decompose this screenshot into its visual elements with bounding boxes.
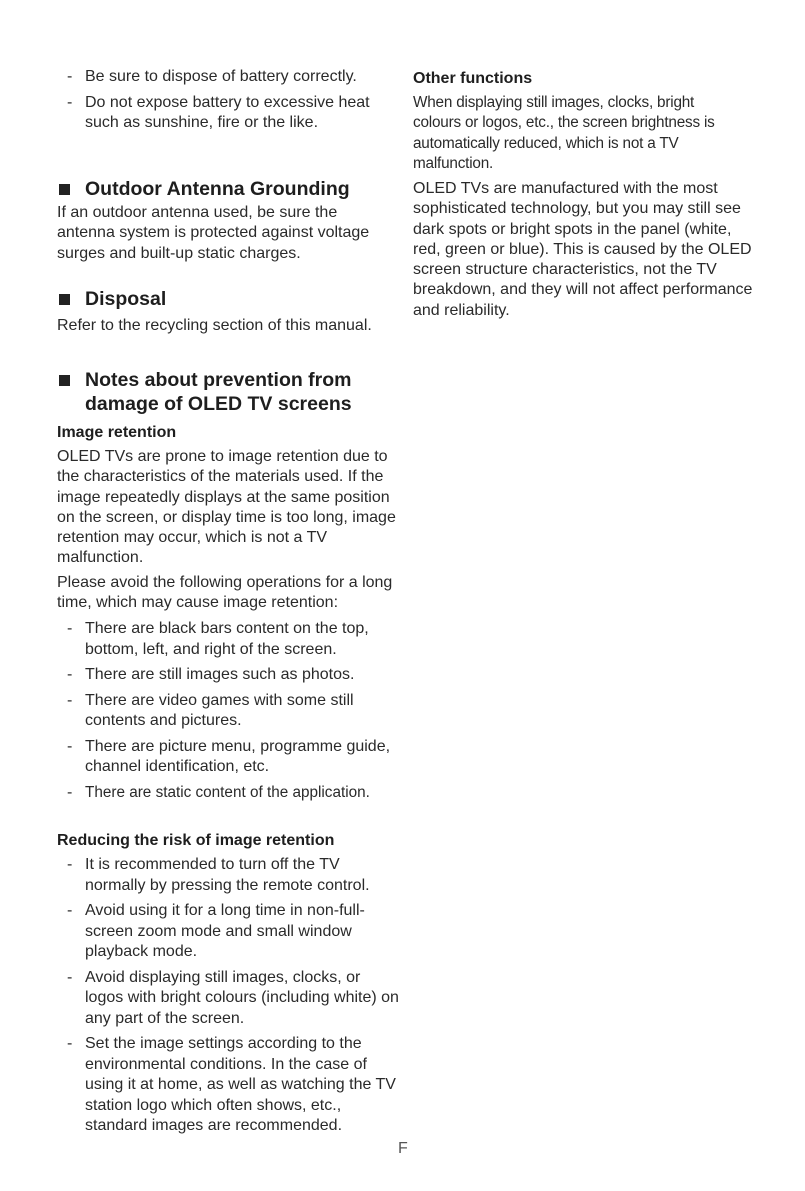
image-retention-para-1: OLED TVs are prone to image retention due to the characteristics of the materials used. If the image repeatedly displays at the same position on the screen, or display time is too long, image retention may occur, which is not a TV malfunction.	[57, 448, 396, 567]
bullet-text: It is recommended to turn off the TV normally by pressing the remote control.	[85, 856, 370, 894]
image-retention-heading: Image retention	[57, 424, 177, 441]
list-item: - It is recommended to turn off the TV normally by pressing the remote control.	[67, 856, 370, 894]
page-marker: F	[398, 1140, 408, 1157]
avoid-bullet-list	[57, 619, 402, 808]
other-functions-para-2: OLED TVs are manufactured with the most sophisticated technology, but you may still see dark spots or bright spots in the panel (white, red, green or blue). This is caused by the OLED screen structure characteristics, not the TV breakdown, and they will not affect performance and reliability.	[413, 180, 753, 319]
reducing-heading: Reducing the risk of image retention	[57, 832, 335, 849]
disposal-heading	[57, 287, 166, 311]
bullet-text: Do not expose battery to excessive heat such as sunshine, fire or the like.	[85, 93, 370, 131]
notes-heading	[57, 368, 352, 416]
list-item: - There are video games with some still contents and pictures.	[67, 691, 354, 729]
antenna-heading	[57, 177, 350, 201]
bullet-text: Be sure to dispose of battery correctly.	[85, 68, 357, 85]
list-item: - Be sure to dispose of battery correctly.	[67, 68, 357, 85]
list-item: - There are black bars content on the top, bottom, left, and right of the screen.	[67, 620, 369, 658]
notes-title-line2: damage of OLED TV screens	[85, 393, 352, 415]
bullet-text: Set the image settings according to the environmental conditions. In the case of using it at home, as well as watching the TV station logo which often shows, etc., standard images are recommended.	[85, 1035, 396, 1134]
square-bullet-icon	[59, 294, 70, 305]
disposal-text: Refer to the recycling section of this manual.	[57, 317, 372, 334]
notes-title-line1: Notes about prevention from	[85, 369, 352, 391]
reducing-bullet-list	[57, 855, 402, 1142]
antenna-title: Outdoor Antenna Grounding	[85, 178, 350, 200]
bullet-text: There are picture menu, programme guide, channel identification, etc.	[85, 737, 391, 775]
bullet-text: There are static content of the application.	[85, 783, 370, 801]
disposal-title: Disposal	[85, 288, 167, 310]
bullet-text: Avoid using it for a long time in non-full-screen zoom mode and small window playback mode.	[85, 902, 365, 960]
square-bullet-icon	[59, 375, 70, 386]
bullet-text: There are still images such as photos.	[85, 666, 355, 683]
list-item: - Do not expose battery to excessive heat such as sunshine, fire or the like.	[67, 93, 370, 131]
other-functions-para-1: When displaying still images, clocks, bright colours or logos, etc., the screen brightness is automatically reduced, which is not a TV malfunction.	[413, 94, 715, 172]
bullet-text: There are black bars content on the top, bottom, left, and right of the screen.	[85, 620, 369, 658]
list-item: - Avoid displaying still images, clocks, or logos with bright colours (including white) on any part of the screen.	[67, 968, 399, 1027]
list-item: - There are picture menu, programme guide, channel identification, etc.	[67, 737, 391, 775]
list-item: - Set the image settings according to the environmental conditions. In the case of using it at home, as well as watching the TV station logo which often shows, etc., standard images are recommended.	[67, 1035, 396, 1134]
battery-bullet-list	[57, 67, 402, 139]
antenna-text: If an outdoor antenna used, be sure the antenna system is protected against voltage surges and built-up static charges.	[57, 204, 370, 262]
other-functions-heading: Other functions	[413, 70, 533, 87]
list-item: - There are still images such as photos.	[67, 666, 355, 683]
bullet-text: Avoid displaying still images, clocks, or logos with bright colours (including white) on any part of the screen.	[85, 968, 399, 1027]
image-retention-para-2: Please avoid the following operations for a long time, which may cause image retention:	[57, 574, 393, 612]
bullet-text: There are video games with some still contents and pictures.	[85, 691, 354, 729]
square-bullet-icon	[59, 184, 70, 195]
list-item: - Avoid using it for a long time in non-full-screen zoom mode and small window playback mode.	[67, 902, 365, 960]
list-item: - There are static content of the application.	[67, 783, 370, 801]
